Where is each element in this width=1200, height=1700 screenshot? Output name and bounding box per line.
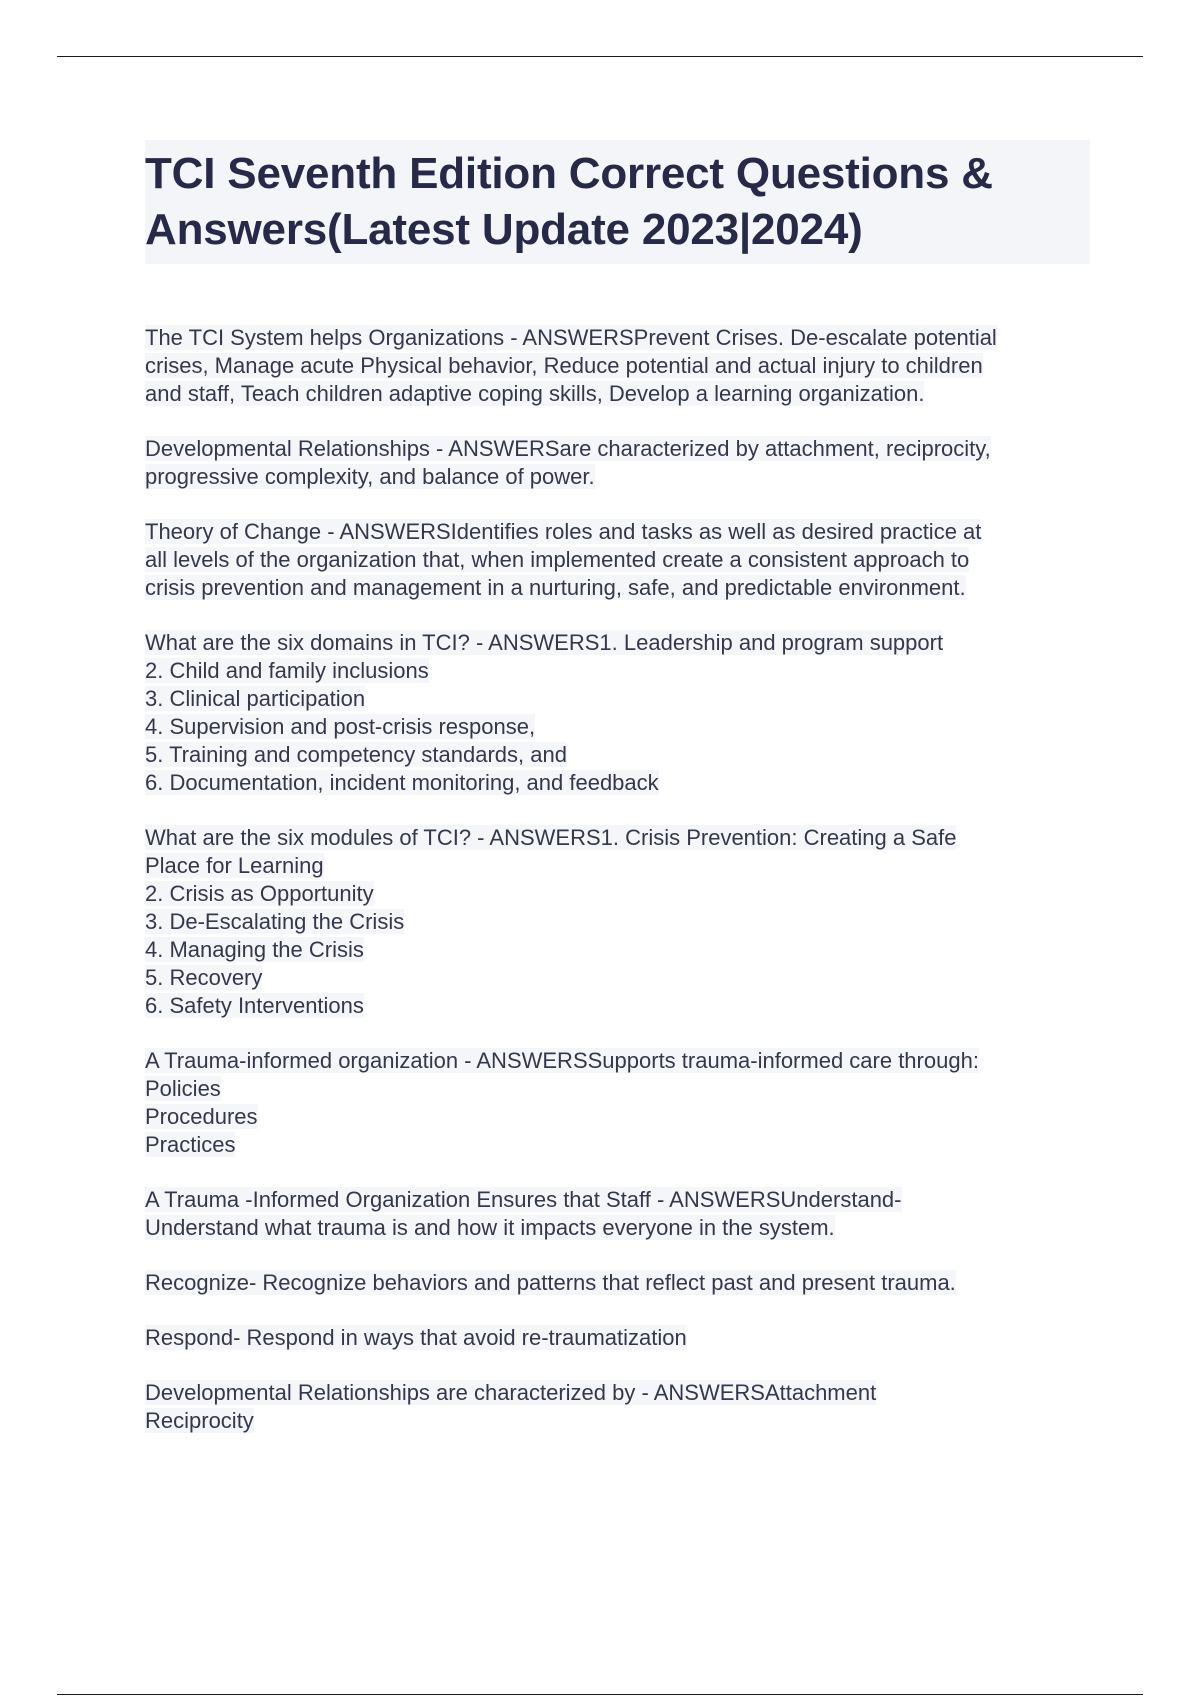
qa-line: 3. De-Escalating the Crisis	[145, 909, 405, 934]
qa-item	[145, 518, 1090, 602]
qa-line: Procedures	[145, 1104, 258, 1129]
qa-line: and staff, Teach children adaptive coping skills, Develop a learning organization.	[145, 381, 925, 406]
qa-line: 4. Managing the Crisis	[145, 937, 364, 962]
qa-item	[145, 1047, 1090, 1159]
qa-line: all levels of the organization that, when implemented create a consistent approach to	[145, 547, 970, 572]
qa-item	[145, 324, 1090, 408]
qa-item	[145, 1186, 1090, 1242]
qa-line: 5. Training and competency standards, and	[145, 742, 567, 767]
qa-line: Reciprocity	[145, 1408, 254, 1433]
qa-line: progressive complexity, and balance of power.	[145, 464, 595, 489]
qa-item	[145, 435, 1090, 491]
qa-line: Policies	[145, 1076, 221, 1101]
qa-line: 2. Child and family inclusions	[145, 658, 429, 683]
qa-line: Respond- Respond in ways that avoid re-traumatization	[145, 1325, 687, 1350]
document-title: TCI Seventh Edition Correct Questions & Answers(Latest Update 2023|2024)	[145, 149, 993, 254]
qa-line: Developmental Relationships are characterized by - ANSWERSAttachment	[145, 1380, 877, 1405]
qa-line: A Trauma-informed organization - ANSWERSSupports trauma-informed care through:	[145, 1048, 979, 1073]
qa-line: crises, Manage acute Physical behavior, Reduce potential and actual injury to children	[145, 353, 983, 378]
qa-line: crisis prevention and management in a nurturing, safe, and predictable environment.	[145, 575, 966, 600]
qa-line: 2. Crisis as Opportunity	[145, 881, 374, 906]
qa-line: Place for Learning	[145, 853, 324, 878]
qa-line: 6. Safety Interventions	[145, 993, 364, 1018]
qa-line: What are the six domains in TCI? - ANSWERS1. Leadership and program support	[145, 630, 944, 655]
qa-line: What are the six modules of TCI? - ANSWERS1. Crisis Prevention: Creating a Safe	[145, 825, 957, 850]
qa-item	[145, 1269, 1090, 1297]
qa-line: 3. Clinical participation	[145, 686, 366, 711]
qa-line: 6. Documentation, incident monitoring, and feedback	[145, 770, 659, 795]
top-divider	[57, 56, 1143, 57]
qa-line: A Trauma -Informed Organization Ensures that Staff - ANSWERSUnderstand-	[145, 1187, 902, 1212]
qa-line: The TCI System helps Organizations - ANSWERSPrevent Crises. De-escalate potential	[145, 325, 997, 350]
qa-list	[145, 324, 1090, 1435]
qa-line: Understand what trauma is and how it impacts everyone in the system.	[145, 1215, 835, 1240]
qa-line: 4. Supervision and post-crisis response,	[145, 714, 536, 739]
qa-line: 5. Recovery	[145, 965, 263, 990]
qa-line: Recognize- Recognize behaviors and patterns that reflect past and present trauma.	[145, 1270, 956, 1295]
qa-line: Developmental Relationships - ANSWERSare characterized by attachment, reciprocity,	[145, 436, 991, 461]
qa-item	[145, 629, 1090, 797]
title-block	[145, 140, 1090, 264]
qa-line: Practices	[145, 1132, 236, 1157]
bottom-divider	[57, 1694, 1143, 1695]
qa-line: Theory of Change - ANSWERSIdentifies roles and tasks as well as desired practice at	[145, 519, 982, 544]
qa-item	[145, 824, 1090, 1020]
document-page	[145, 140, 1090, 1462]
qa-item	[145, 1324, 1090, 1352]
qa-item	[145, 1379, 1090, 1435]
